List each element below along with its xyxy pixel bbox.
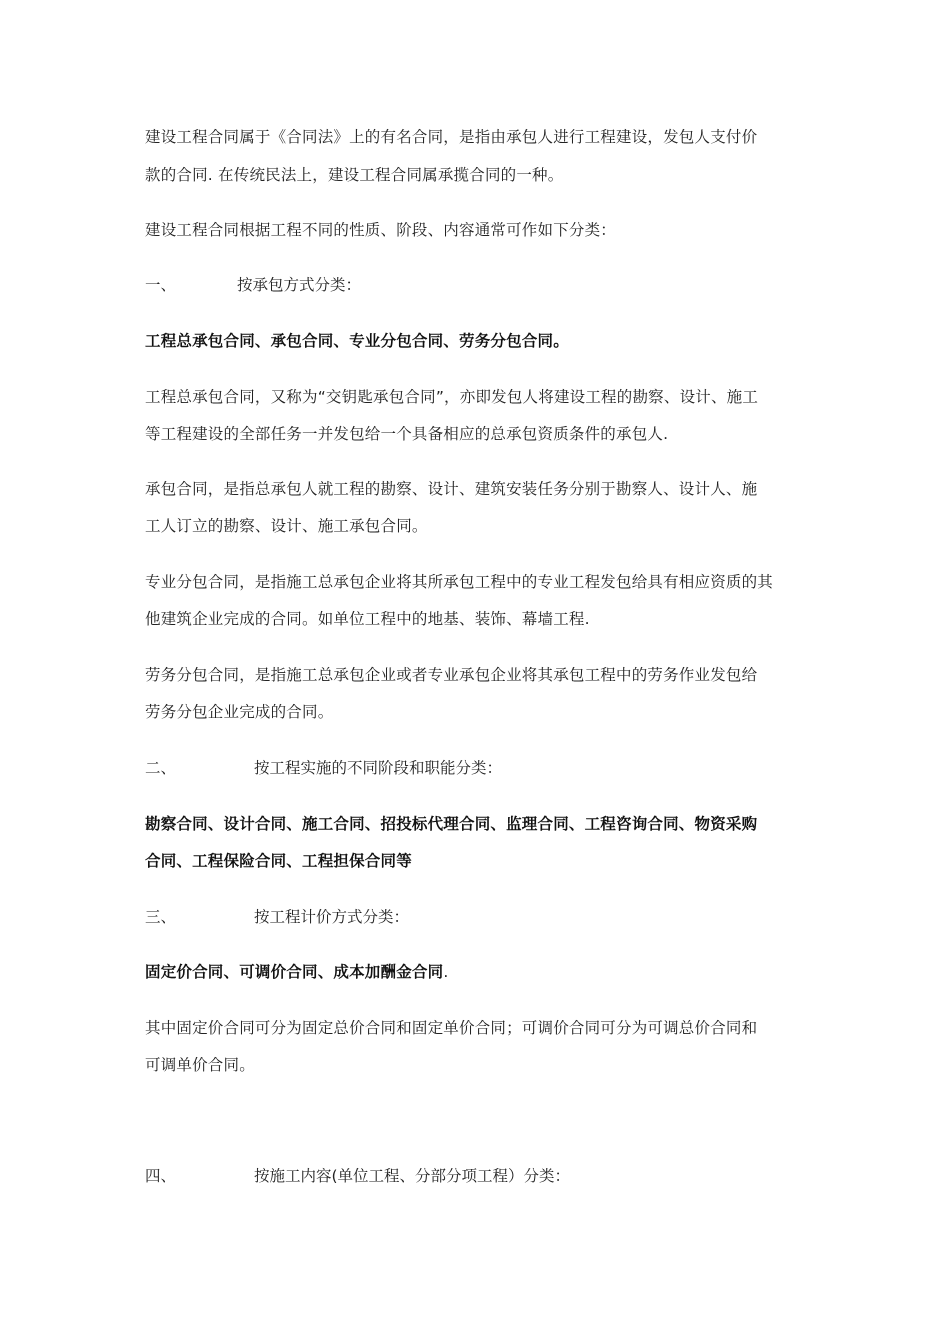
labor-line-2: 劳务分包企业完成的合同。 [145,703,334,721]
section-3-number: 三、 [145,908,177,926]
section-2-number: 二、 [145,759,177,777]
contract-line-1: 承包合同，是指总承包人就工程的勘察、设计、建筑安装任务分别于勘察人、设计人、施 [145,480,758,498]
specialty-line-1: 专业分包合同，是指施工总承包企业将其所承包工程中的专业工程发包给具有相应资质的其 [145,573,774,591]
section-2-title: 按工程实施的不同阶段和职能分类： [254,759,503,777]
intro-line-1: 建设工程合同属于《合同法》上的有名合同，是指由承包人进行工程建设，发包人支付价 [145,128,758,146]
pricing-types-period: . [443,963,449,981]
section-4-title: 按施工内容(单位工程、分部分项工程）分类： [254,1167,571,1185]
intro-line-2: 款的合同. 在传统民法上，建设工程合同属承揽合同的一种。 [145,166,564,184]
section-1-title: 按承包方式分类： [237,276,362,294]
labor-line-1: 劳务分包合同，是指施工总承包企业或者专业承包企业将其承包工程中的劳务作业发包给 [145,666,758,684]
price-detail-line-2: 可调单价合同。 [145,1056,255,1074]
section-1-number: 一、 [145,276,177,294]
section-3-title: 按工程计价方式分类： [254,908,410,926]
stage-types-line-2: 合同、工程保险合同、工程担保合同等 [145,852,412,870]
stage-types-line-1: 勘察合同、设计合同、施工合同、招投标代理合同、监理合同、工程咨询合同、物资采购 [145,815,758,833]
specialty-line-2: 他建筑企业完成的合同。如单位工程中的地基、装饰、幕墙工程. [145,610,590,628]
general-contract-line-1: 工程总承包合同，又称为“交钥匙承包合同”，亦即发包人将建设工程的勘察、设计、施工 [145,388,759,406]
contract-line-2: 工人订立的勘察、设计、施工承包合同。 [145,517,428,535]
contracting-types-list: 工程总承包合同、承包合同、专业分包合同、劳务分包合同。 [145,332,569,350]
pricing-types-row [145,962,448,982]
price-detail-line-1: 其中固定价合同可分为固定总价合同和固定单价合同；可调价合同可分为可调总价合同和 [145,1019,758,1037]
classify-intro: 建设工程合同根据工程不同的性质、阶段、内容通常可作如下分类： [145,221,617,239]
section-4-number: 四、 [145,1167,177,1185]
pricing-types-list: 固定价合同、可调价合同、成本加酬金合同 [145,963,444,981]
general-contract-line-2: 等工程建设的全部任务一并发包给一个具备相应的总承包资质条件的承包人. [145,425,669,443]
